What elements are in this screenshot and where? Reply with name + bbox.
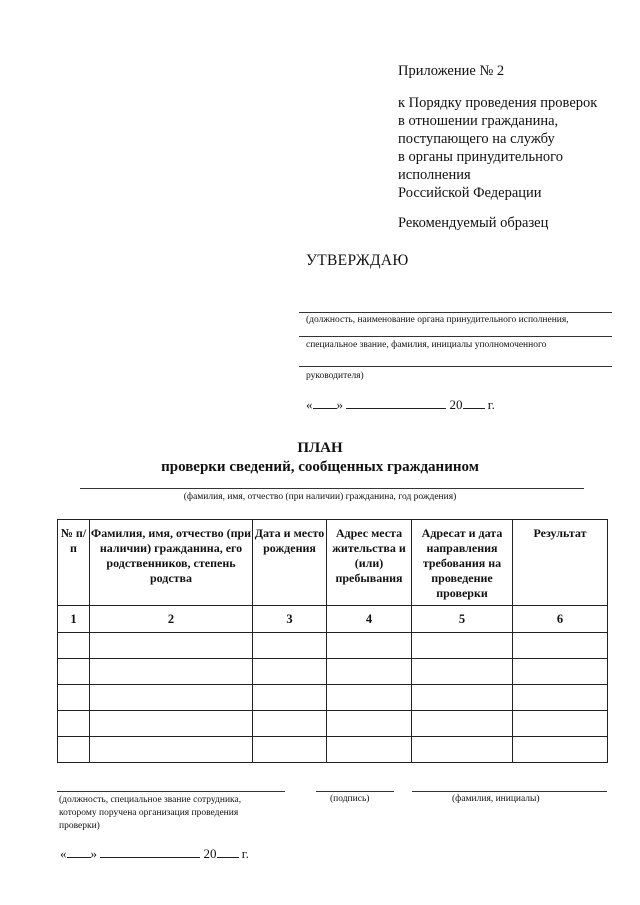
citizen-caption: (фамилия, имя, отчество (при наличии) гражданина, год рождения) (183, 492, 457, 502)
signature-caption: (подпись) (330, 794, 370, 804)
plan-title: ПЛАН (297, 440, 343, 456)
day-blank (67, 845, 91, 858)
table-row (58, 737, 608, 763)
officer-name-line (412, 791, 607, 792)
citizen-name-line (80, 488, 584, 489)
officer-position-line (57, 791, 285, 792)
table-cell[interactable] (412, 685, 513, 711)
column-number: 6 (513, 606, 608, 633)
year-blank (217, 845, 239, 858)
appendix-line: в органы принудительного (398, 149, 563, 165)
table-cell[interactable] (58, 633, 90, 659)
table-row (58, 711, 608, 737)
appendix-title: Приложение № 2 (398, 63, 505, 79)
appendix-line: поступающего на службу (398, 131, 555, 147)
approve-date: « » 20 г. (306, 397, 495, 412)
sample-label: Рекомендуемый образец (398, 215, 549, 231)
table-cell[interactable] (513, 659, 608, 685)
column-number: 4 (327, 606, 412, 633)
table-cell[interactable] (327, 711, 412, 737)
signature-line (316, 791, 394, 792)
table-cell[interactable] (58, 711, 90, 737)
table-row (58, 633, 608, 659)
table-number-row (58, 606, 608, 633)
approver-caption-1: (должность, наименование органа принудительного исполнения, (306, 315, 569, 325)
table-row (58, 685, 608, 711)
officer-caption: (должность, специальное звание сотрудника, которому поручена организация проведения проверки) (59, 795, 242, 831)
table-cell[interactable] (253, 633, 327, 659)
table-row (58, 659, 608, 685)
table-cell[interactable] (58, 659, 90, 685)
table-cell[interactable] (58, 685, 90, 711)
table-cell[interactable] (513, 737, 608, 763)
approve-heading: УТВЕРЖДАЮ (306, 252, 409, 269)
header-address: Адрес места жительства и (или) пребывания (327, 520, 412, 606)
table-cell[interactable] (412, 711, 513, 737)
header-full-name: Фамилия, имя, отчество (при наличии) гражданина, его родственников, степень родства (90, 520, 253, 606)
table-header-row (58, 520, 608, 606)
plan-subtitle: проверки сведений, сообщенных гражданином (161, 459, 479, 475)
table-cell[interactable] (90, 659, 253, 685)
appendix-block (398, 62, 597, 232)
table-cell[interactable] (513, 633, 608, 659)
approver-name-line (299, 366, 612, 367)
column-number: 5 (412, 606, 513, 633)
header-result: Результат (513, 520, 608, 606)
table-cell[interactable] (90, 685, 253, 711)
column-number: 1 (58, 606, 90, 633)
approver-rank-line (299, 336, 612, 337)
table-cell[interactable] (90, 737, 253, 763)
name-caption: (фамилия, инициалы) (452, 794, 540, 804)
table-cell[interactable] (253, 711, 327, 737)
appendix-line: Российской Федерации (398, 185, 542, 201)
table-cell[interactable] (513, 685, 608, 711)
appendix-line: исполнения (398, 167, 471, 183)
approver-caption-3: руководителя) (306, 371, 364, 381)
appendix-line: к Порядку проведения проверок (398, 95, 598, 111)
year-blank (463, 396, 485, 409)
appendix-line: в отношении гражданина, (398, 113, 559, 129)
table-cell[interactable] (253, 737, 327, 763)
header-number: № п/п (58, 520, 90, 606)
table-cell[interactable] (90, 711, 253, 737)
table-cell[interactable] (327, 659, 412, 685)
table-cell[interactable] (513, 711, 608, 737)
table-cell[interactable] (412, 659, 513, 685)
table-cell[interactable] (90, 633, 253, 659)
column-number: 2 (90, 606, 253, 633)
column-number: 3 (253, 606, 327, 633)
header-birth: Дата и место рождения (253, 520, 327, 606)
footer-date: « » 20 г. (60, 846, 249, 861)
day-blank (313, 396, 337, 409)
table-cell[interactable] (412, 737, 513, 763)
table-cell[interactable] (327, 633, 412, 659)
table-cell[interactable] (327, 685, 412, 711)
month-blank (100, 845, 200, 858)
approver-position-line (299, 312, 612, 313)
table-cell[interactable] (58, 737, 90, 763)
table-cell[interactable] (412, 633, 513, 659)
month-blank (346, 396, 446, 409)
plan-table (57, 519, 608, 763)
table-cell[interactable] (327, 737, 412, 763)
approver-caption-2: специальное звание, фамилия, инициалы уполномоченного (306, 340, 547, 350)
header-addressee: Адресат и дата направления требования на проведение проверки (412, 520, 513, 606)
table-cell[interactable] (253, 659, 327, 685)
table-cell[interactable] (253, 685, 327, 711)
